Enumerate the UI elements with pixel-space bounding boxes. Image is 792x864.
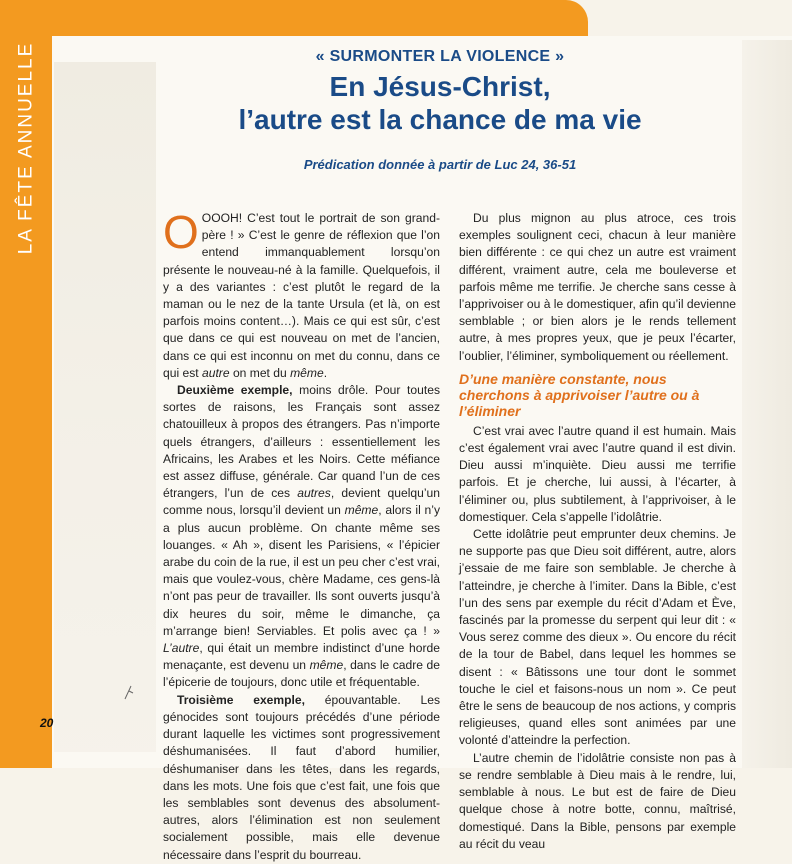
subtitle: Prédication donnée à partir de Luc 24, 36-51 bbox=[303, 157, 577, 172]
pen-mark-icon bbox=[122, 682, 136, 702]
subheading: D’une manière constante, nous cherchons à apprivoiser l’autre ou à l’éliminer bbox=[459, 370, 700, 419]
paragraph-idolatry-first-path: Cette idolâtrie peut emprunter deux chemins. Je ne supporte pas que Dieu soit différent, autre, alors j’essaie de me faire son semblable. Je cherche à l’atteindre, je cherche à l’imiter. Dans la Bible, c’est l’un des sens par exemple du récit d’Adam et Ève, fascinés par la promesse du serpent qui leur dit : « Vous serez comme des dieux ». Ou encore du récit de la tour de Babel, dans lequel les hommes se disent : « Bâtissons une tour dont le sommet touche le ciel et faisons-nous un nom ». Ce peut être le sens de beaucoup de nos actions, y compris religieuses, quand elles sont animées par une volonté d’atteindre la perfection. bbox=[459, 527, 736, 748]
title-line-1: En Jésus-Christ, bbox=[329, 71, 551, 102]
run-in-heading: Deuxième exemple, bbox=[177, 383, 293, 398]
left-column bbox=[163, 206, 440, 864]
next-page-bleed bbox=[742, 40, 792, 768]
paragraph-divine-other: C’est vrai avec l’autre quand il est humain. Mais c’est également vrai avec l’autre quand il est divin. Dieu aussi m’inquiète. Dieu aussi me terrifie parfois. Et je cherche, lui aussi, à l’écarter, à l’éliminer ou, plus subtilement, à l’apprivoiser, à le domestiquer. Cela s’appelle l’idolâtrie. bbox=[459, 423, 736, 524]
run-in-heading: Troisième exemple, bbox=[177, 692, 305, 707]
page-title bbox=[160, 70, 720, 136]
faded-background-photo bbox=[54, 62, 156, 752]
paragraph-idolatry-second-path: L’autre chemin de l’idolâtrie consiste non pas à se rendre semblable à Dieu mais à le rendre, lui, semblable à nous. Le but est de faire de Dieu quelque chose à notre botte, connu, maîtrisé, domestiqué. Dans la Bible, pensons par exemple au récit du veau bbox=[459, 750, 736, 851]
drop-cap: O bbox=[163, 206, 199, 258]
page-number: 20 bbox=[40, 716, 54, 730]
paragraph-third-example: Troisième exemple, épouvantable. Les génocides sont toujours précédés d’une période durant laquelle les victimes sont progressivement déshumanisées. Il faut d’abord humilier, déshumaniser dans les têtes, dans les regards, dans les mots. Une fois que c’est fait, une fois que les semblables sont devenus des absolument-autres, alors l’élimination est non seulement socialement possible, mais elle devenue nécessaire dans l’esprit du bourreau. bbox=[163, 692, 440, 862]
paragraph-second-example: Deuxième exemple, moins drôle. Pour toutes sortes de raisons, les Français sont assez chatouilleux à propos des étrangers. Pas n’importe quels étrangers, d’ailleurs : essentiellement les Africains, les Arabes et les Noirs. Cette méfiance est assez diffuse, générale. Car quand l’un de ces étrangers, l’un de ces autres, devient quelqu’un comme nous, lorsqu’il devient un même, alors il n’y a plus aucun problème. On chante même ses louanges. « Ah », disent les Parisiens, « l’épicier arabe du coin de la rue, il est un peu cher c’est vrai, mais que voulez-vous, chère Madame, ces gens-là n’ont pas peur de travailler. Ils sont ouverts jusqu’à dix heures du soir, même le dimanche, ça m’arrange bien! Serviables. Et polis avec ça ! » L’autre, qui était un membre indistinct d’une horde menaçante, est devenu un même, dans le cadre de l’épicerie de toujours, donc utile et fréquentable. bbox=[163, 383, 440, 690]
title-line-2: l’autre est la chance de ma vie bbox=[238, 104, 642, 135]
paragraph-intro: OOOOH! C’est tout le portrait de son grand-père ! » C’est le genre de réflexion que l’on entend immanquablement lorsqu’on présente le nouveau-né à la famille. Quelquefois, il y a des variantes : c’est plutôt le regard de la maman ou le nez de la tante Ursula (et là, on est parfois moins content…). Mais ce qui est sûr, c’est que dans ce qui est nouveau on met de l’ancien, dans ce qui est inconnu on met du connu, dans ce qui est autre on met du même. bbox=[163, 206, 440, 380]
orange-top-band bbox=[0, 0, 588, 36]
paragraph-summary: Du plus mignon au plus atroce, ces trois exemples soulignent ceci, chacun à leur manière bien différente : ce qui chez un autre est vraiment différent, vraiment autre, cela me bouleverse et parfois même me terrifie. Je cherche sans cesse à l’apprivoiser ou à le domestiquer, afin qu’il devienne semblable ; or bien alors je le rends tellement autre, à mes propres yeux, que je peux l’écarter, l’oublier, l’éliminer, symboliquement ou réellement. bbox=[459, 211, 736, 363]
kicker: « SURMONTER LA VIOLENCE » bbox=[315, 48, 565, 65]
section-label bbox=[6, 28, 46, 268]
right-column bbox=[459, 210, 736, 853]
section-label-text: LA FÊTE ANNUELLE bbox=[15, 41, 37, 255]
